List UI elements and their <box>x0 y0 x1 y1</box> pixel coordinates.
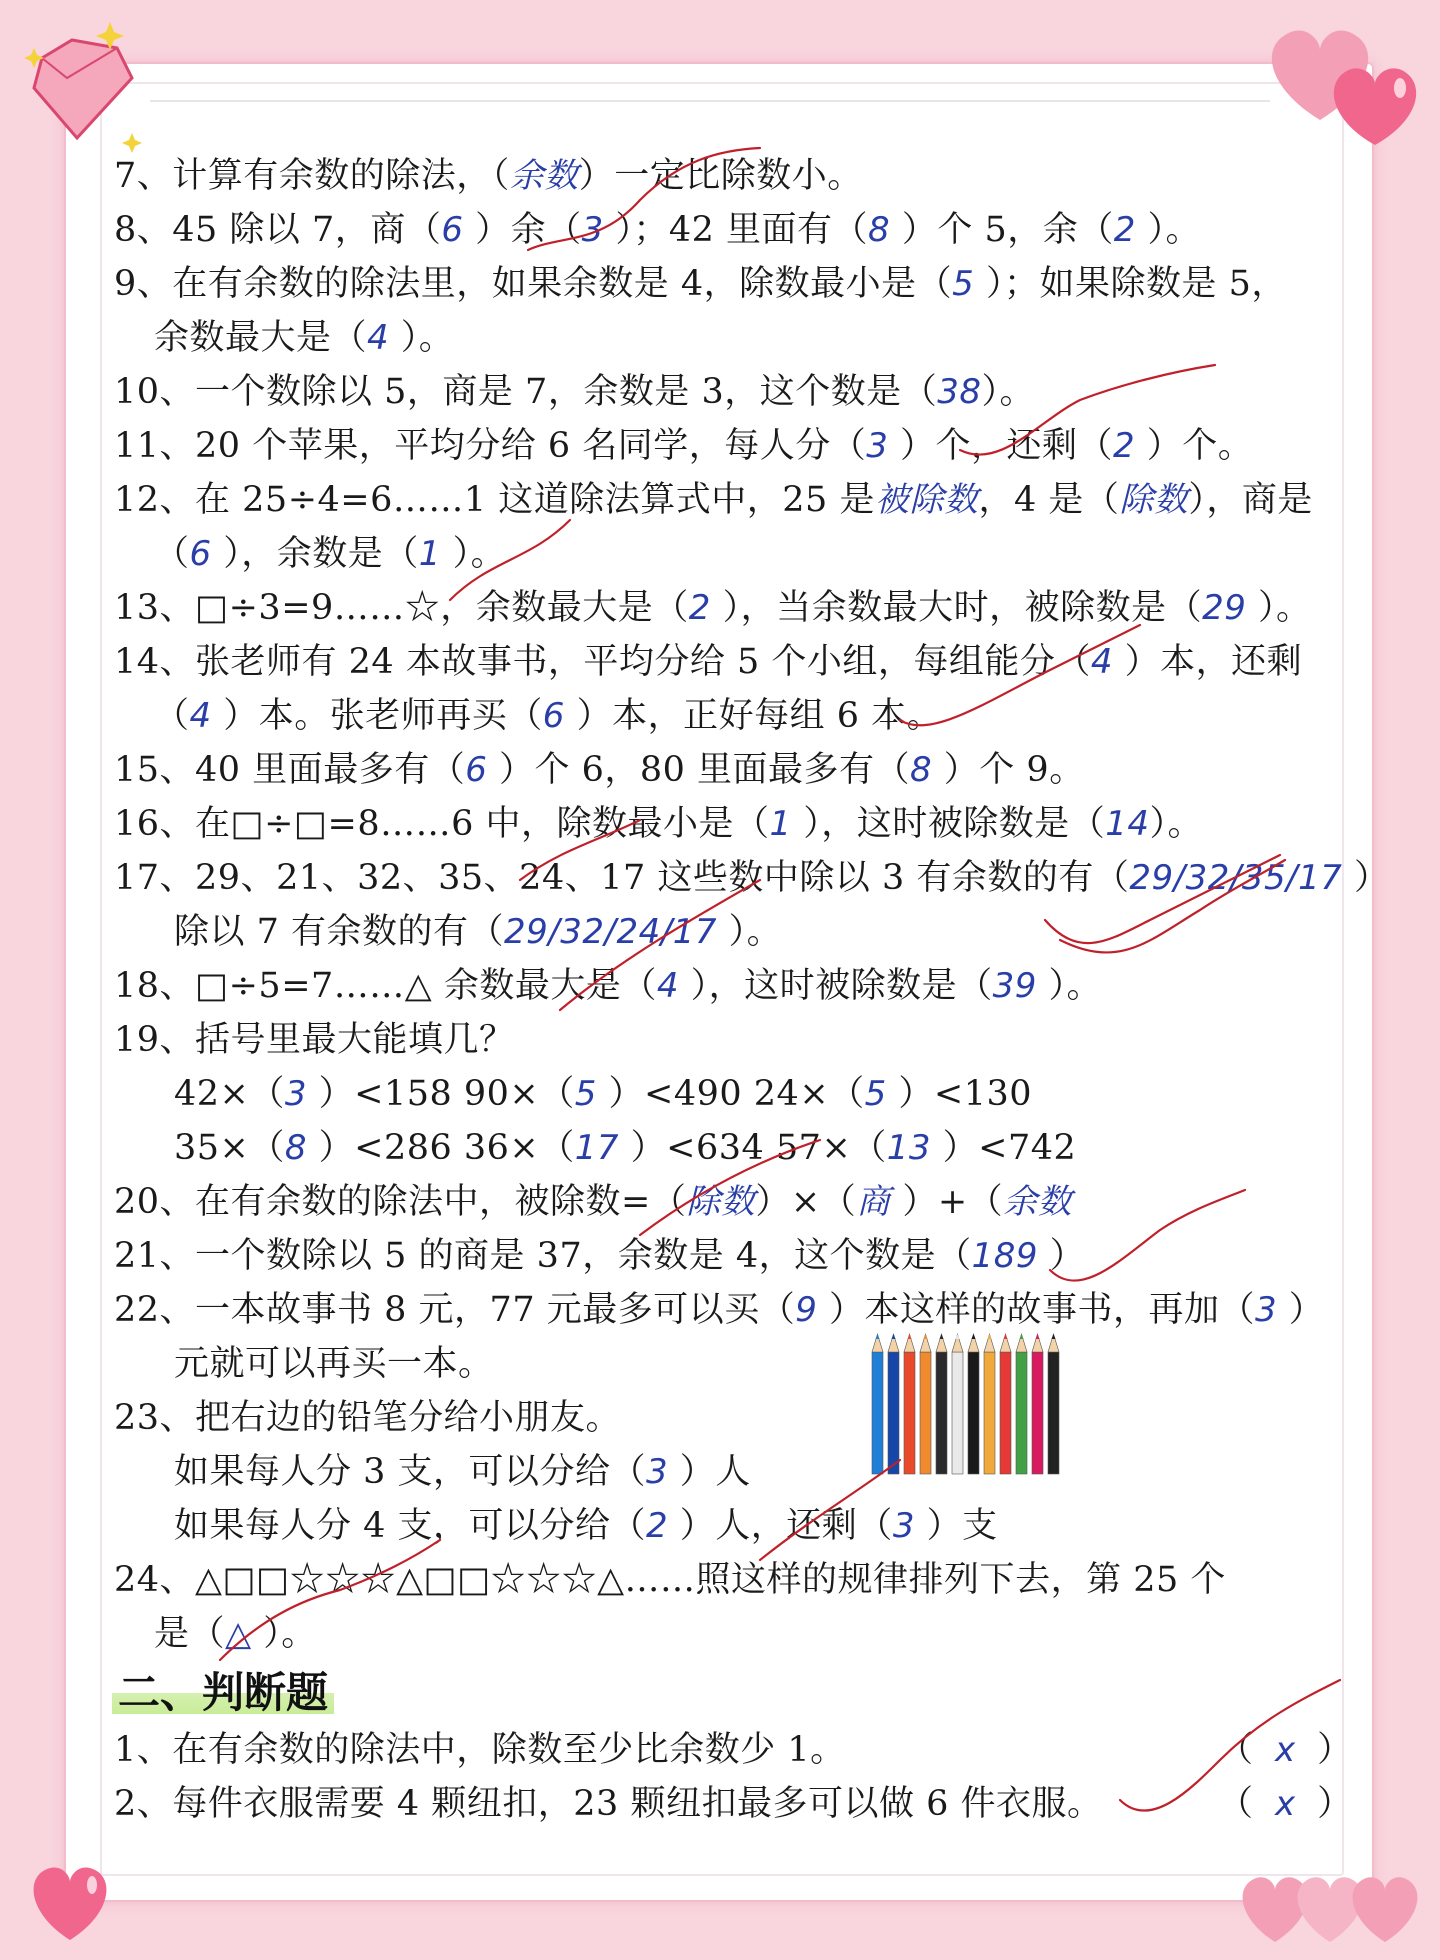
question-text: ）<286 36×（ <box>307 1128 575 1168</box>
question-text: ）。 <box>1036 966 1103 1006</box>
pencil <box>1016 1334 1027 1474</box>
question-text: ）<634 57×（ <box>619 1128 887 1168</box>
judgment-answer-box <box>1218 1726 1352 1774</box>
question-text: 16、在□÷□=8……6 中，除数最小是（ <box>114 804 770 844</box>
question-text: ）。 <box>251 1614 317 1654</box>
paren-open: （ <box>1218 1784 1254 1824</box>
handwritten-answer: 6 <box>441 210 464 250</box>
question-text: ） <box>1277 1290 1325 1330</box>
question-text: ）。 <box>440 534 507 574</box>
handwritten-answer: 1 <box>418 534 441 574</box>
question-text: ），这时被除数是（ <box>791 804 1106 844</box>
question-text: ）本，正好每组 6 本。 <box>564 696 943 736</box>
question-text: ）本。张老师再买（ <box>211 696 543 736</box>
question-text: 是（ <box>154 1614 226 1654</box>
question-text: ）+（ <box>890 1182 1004 1222</box>
question-text: 23、把右边的铅笔分给小朋友。 <box>114 1398 622 1438</box>
question-line-q11 <box>114 422 1253 470</box>
handwritten-answer: 5 <box>574 1074 597 1114</box>
question-text: 如果每人分 4 支，可以分给（ <box>174 1506 647 1546</box>
question-text: ）余（ <box>463 210 582 250</box>
handwritten-answer: 被除数 <box>874 480 979 520</box>
question-text: ）×（ <box>755 1182 857 1222</box>
handwritten-answer: 29 <box>1202 588 1247 628</box>
question-text: ）。 <box>981 372 1035 412</box>
handwritten-answer: 9 <box>795 1290 818 1330</box>
question-line-q24a <box>114 1556 1226 1604</box>
question-line-q23 <box>114 1394 621 1442</box>
question-text: ）。 <box>716 912 783 952</box>
handwritten-answer: 2 <box>646 1506 669 1546</box>
diamond-icon <box>22 18 142 158</box>
question-line-q22a <box>114 1286 1324 1334</box>
paren-open: （ <box>1218 1730 1254 1770</box>
question-text: ） <box>1038 1236 1086 1276</box>
question-text: ，4 是（ <box>978 480 1120 520</box>
question-line-q21 <box>114 1232 1085 1280</box>
question-text: ）人 <box>668 1452 751 1492</box>
section-title: 二、判断题 <box>112 1660 334 1720</box>
question-text: ）人，还剩（ <box>668 1506 893 1546</box>
handwritten-answer: 6 <box>189 534 212 574</box>
question-line-q8 <box>114 206 1201 254</box>
question-line-q24b <box>154 1610 317 1658</box>
handwritten-answer: 39 <box>992 966 1037 1006</box>
question-text: ） <box>1342 858 1390 898</box>
question-line-q12b <box>154 530 506 578</box>
handwritten-answer: 13 <box>886 1128 932 1168</box>
handwritten-answer: x <box>1275 1730 1296 1770</box>
question-text: ），商是 <box>1188 480 1313 520</box>
question-text: ）。 <box>389 318 455 358</box>
pencil <box>936 1334 947 1474</box>
question-text: ）一定比除数小。 <box>578 156 863 196</box>
question-text: 如果每人分 3 支，可以分给（ <box>174 1452 647 1492</box>
question-text: 9、在有余数的除法里，如果余数是 4，除数最小是（ <box>114 264 953 304</box>
handwritten-answer: 2 <box>1113 210 1136 250</box>
question-line-q15 <box>114 746 1085 794</box>
question-text: ），余数是（ <box>211 534 419 574</box>
question-text: ）<490 24×（ <box>596 1074 865 1114</box>
question-text: ）个，还剩（ <box>888 426 1113 466</box>
judgment-item <box>114 1726 846 1774</box>
question-text: 20、在有余数的除法中，被除数=（ <box>114 1182 687 1222</box>
handwritten-answer: 14 <box>1105 804 1150 844</box>
question-line-q19b <box>174 1124 1076 1172</box>
handwritten-answer: △ <box>225 1614 252 1654</box>
handwritten-answer: 38 <box>937 372 982 412</box>
question-text: 35×（ <box>174 1128 285 1168</box>
pencil <box>904 1334 915 1474</box>
question-text: ），这时被除数是（ <box>678 966 993 1006</box>
handwritten-answer: 8 <box>868 210 891 250</box>
handwritten-answer: 4 <box>656 966 679 1006</box>
handwritten-answer: 3 <box>866 426 889 466</box>
question-text: ）。 <box>1135 210 1201 250</box>
question-text: ）本这样的故事书，再加（ <box>817 1290 1255 1330</box>
question-text: ）<158 90×（ <box>307 1074 575 1114</box>
pencil <box>968 1334 979 1474</box>
handwritten-answer: 8 <box>910 750 933 790</box>
pencils-illustration <box>866 1330 1076 1480</box>
paren-close: ） <box>1317 1784 1353 1824</box>
handwritten-answer: 余数 <box>1003 1182 1073 1222</box>
question-line-q7 <box>114 152 863 200</box>
handwritten-answer: 3 <box>284 1074 308 1114</box>
handwritten-answer: 6 <box>542 696 565 736</box>
question-text: 21、一个数除以 5 的商是 37，余数是 4，这个数是（ <box>114 1236 972 1276</box>
question-line-q17a <box>114 854 1389 902</box>
handwritten-answer: 6 <box>465 750 488 790</box>
handwritten-answer: 17 <box>574 1128 620 1168</box>
question-text: 14、张老师有 24 本故事书，平均分给 5 个小组，每组能分（ <box>114 642 1091 682</box>
question-text: ）本，还剩 <box>1113 642 1303 682</box>
question-text: （ <box>154 696 190 736</box>
question-line-q12a <box>114 476 1313 524</box>
paren-close: ） <box>1317 1730 1353 1770</box>
question-text: （ <box>154 534 190 574</box>
question-text: ）。 <box>1246 588 1312 628</box>
question-text: ）<742 <box>931 1128 1077 1168</box>
question-text: 22、一本故事书 8 元，77 元最多可以买（ <box>114 1290 796 1330</box>
question-text: 13、□÷3=9……☆，余数最大是（ <box>114 588 689 628</box>
question-line-q19 <box>114 1016 515 1064</box>
question-line-q9a <box>114 260 1287 308</box>
question-line-q18 <box>114 962 1102 1010</box>
question-text: ），当余数最大时，被除数是（ <box>710 588 1203 628</box>
question-text: ）个 9。 <box>932 750 1085 790</box>
pencil <box>920 1334 931 1474</box>
question-text: ）；如果除数是 5， <box>974 264 1287 304</box>
handwritten-answer: 2 <box>688 588 711 628</box>
question-text: 11、20 个苹果，平均分给 6 名同学，每人分（ <box>114 426 867 466</box>
question-text: ）；42 里面有（ <box>603 210 869 250</box>
pencil <box>1032 1334 1043 1474</box>
handwritten-answer: 3 <box>892 1506 915 1546</box>
question-line-q14a <box>114 638 1302 686</box>
question-text: ）个 6，80 里面最多有（ <box>487 750 911 790</box>
question-text: 15、40 里面最多有（ <box>114 750 466 790</box>
question-text: ）<130 <box>886 1074 1033 1114</box>
question-text: ）。 <box>1149 804 1204 844</box>
handwritten-answer: 3 <box>581 210 604 250</box>
question-text: ）个 5，余（ <box>890 210 1114 250</box>
question-line-q23b <box>174 1502 998 1550</box>
judgment-text: 2、每件衣服需要 4 颗纽扣，23 颗纽扣最多可以做 6 件衣服。 <box>114 1784 1103 1824</box>
handwritten-answer: 5 <box>952 264 975 304</box>
question-line-q9b <box>154 314 454 362</box>
judgment-answer-box <box>1218 1780 1352 1828</box>
question-line-q19a <box>174 1070 1032 1118</box>
judgment-item <box>114 1780 1102 1828</box>
handwritten-answer: 1 <box>769 804 792 844</box>
handwritten-answer: 5 <box>864 1074 887 1114</box>
handwritten-answer: x <box>1275 1784 1296 1824</box>
pencil <box>1048 1334 1059 1474</box>
pencil <box>984 1334 995 1474</box>
question-text: 除以 7 有余数的有（ <box>174 912 505 952</box>
question-text: 10、一个数除以 5，商是 7，余数是 3，这个数是（ <box>114 372 938 412</box>
question-text: ）支 <box>914 1506 998 1546</box>
handwritten-answer: 29/32/35/17 <box>1129 858 1343 898</box>
question-line-q14b <box>154 692 942 740</box>
heart-icon <box>20 1850 120 1950</box>
pencil <box>952 1334 963 1474</box>
hearts-icon-bottom <box>1230 1850 1430 1950</box>
handwritten-answer: 8 <box>284 1128 308 1168</box>
handwritten-answer: 商 <box>856 1182 891 1222</box>
handwritten-answer: 2 <box>1113 426 1136 466</box>
handwritten-answer: 4 <box>367 318 390 358</box>
pencil <box>888 1334 899 1474</box>
question-text: 余数最大是（ <box>154 318 368 358</box>
question-text: 42×（ <box>174 1074 285 1114</box>
question-line-q20 <box>114 1178 1072 1226</box>
question-text: 12、在 25÷4=6……1 这道除法算式中，25 是 <box>114 480 875 520</box>
handwritten-answer: 3 <box>646 1452 669 1492</box>
question-text: 元就可以再买一本。 <box>174 1344 494 1384</box>
question-text: 24、△□□☆☆☆△□□☆☆☆△……照这样的规律排列下去，第 25 个 <box>114 1560 1226 1600</box>
handwritten-answer: 3 <box>1255 1290 1278 1330</box>
handwritten-answer: 29/32/24/17 <box>504 912 717 952</box>
question-line-q23a <box>174 1448 751 1496</box>
question-line-q13 <box>114 584 1311 632</box>
question-text: 7、计算有余数的除法，（ <box>114 156 510 196</box>
question-text: 17、29、21、32、35、24、17 这些数中除以 3 有余数的有（ <box>114 858 1130 898</box>
handwritten-answer: 除数 <box>1119 480 1189 520</box>
question-line-q10 <box>114 368 1035 416</box>
handwritten-answer: 4 <box>1090 642 1113 682</box>
top-rule <box>150 100 1270 102</box>
pencil <box>872 1334 883 1474</box>
handwritten-answer: 除数 <box>686 1182 756 1222</box>
handwritten-answer: 余数 <box>509 156 579 196</box>
judgment-text: 1、在有余数的除法中，除数至少比余数少 1。 <box>114 1730 846 1770</box>
hearts-icon <box>1260 10 1430 150</box>
handwritten-answer: 4 <box>189 696 212 736</box>
question-line-q22b <box>174 1340 494 1388</box>
question-text: ）个。 <box>1135 426 1254 466</box>
handwritten-answer: 189 <box>971 1236 1039 1276</box>
question-text: 8、45 除以 7，商（ <box>114 210 442 250</box>
question-text: 19、括号里最大能填几？ <box>114 1020 515 1060</box>
pencil <box>1000 1334 1011 1474</box>
question-text: 18、□÷5=7……△ 余数最大是（ <box>114 966 657 1006</box>
question-line-q16 <box>114 800 1203 848</box>
question-line-q17b <box>174 908 782 956</box>
